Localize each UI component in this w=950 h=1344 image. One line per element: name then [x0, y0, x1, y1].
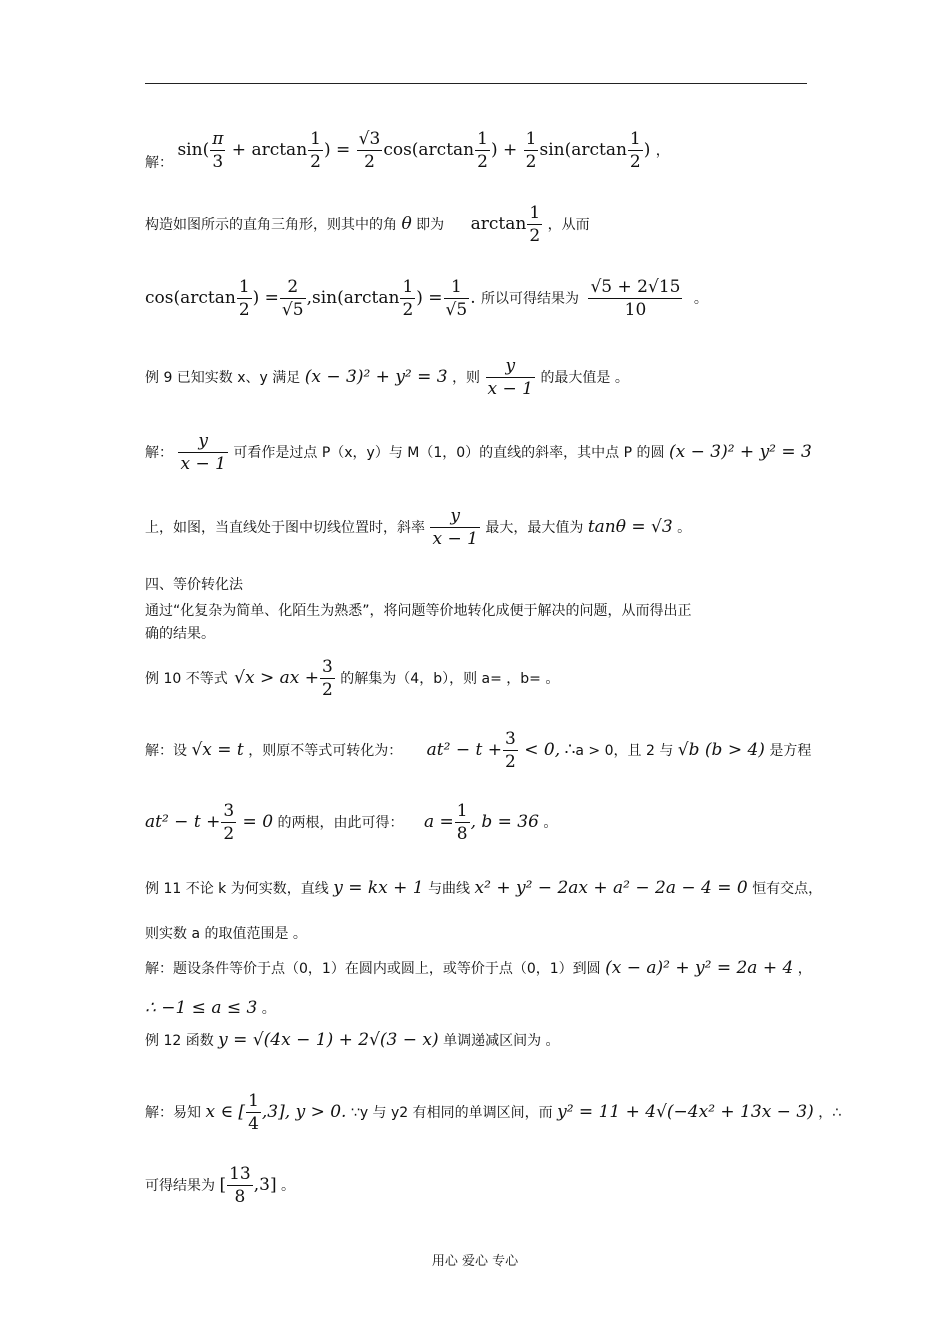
- example-11-line: 例 11 不论 k 为何实数，直线 y = kx + 1 与曲线 x² + y² − 2ax + a² − 2a − 4 = 0 恒有交点，: [145, 878, 823, 898]
- tangent-line: 上，如图，当直线处于图中切线位置时，斜率 $\frac{y}{x - 1}$ 最大，最大值为 tanθ = √3 。: [145, 506, 692, 549]
- result-fraction: $\frac{√5 + 2√15}{10}$: [590, 277, 681, 320]
- triangle-construction-line: 构造如图所示的直角三角形，则其中的角 θ 即为 arctan $\frac{1}{2}$ ，从而: [145, 203, 590, 246]
- ab-values: a = $\frac{1}{8}$ , b = 36: [423, 801, 539, 844]
- example-10-line: 例 10 不等式 √x > ax + $\frac{3}{2}$ 的解集为（4，b），则 a= ，b= 。: [145, 657, 560, 700]
- slope-fraction: $\frac{y}{x - 1}$: [180, 431, 226, 474]
- math-expression: cos(arctan $\frac{1}{2}$ ) = $\frac{2}{√5}$ ,sin(arctan $\frac{1}{2}$ ) = $\frac{1}{√5}$ .: [145, 277, 476, 320]
- y-squared-expression: y² = 11 + 4√(−4x² + 13x − 3): [557, 1102, 814, 1122]
- roots-line: at² − t + $\frac{3}{2}$ = 0 的两根，由此可得： a = $\frac{1}{8}$ , b = 36 。: [145, 801, 558, 844]
- paragraph-line: 通过“化复杂为简单、化陌生为熟悉”，将问题等价地转化成便于解决的问题，从而得出正: [145, 603, 692, 619]
- header-rule: [145, 83, 807, 84]
- tan-theta: tanθ = √3: [587, 517, 673, 537]
- example-12-line: 例 12 函数 y = √(4x − 1) + 2√(3 − x) 单调递减区间为 。: [145, 1030, 560, 1050]
- solution-12-line: 解：易知 x ∈ [ $\frac{1}{4}$ ,3], y > 0. ∵y 与 y2 有相同的单调区间，而 y² = 11 + 4√(−4x² + 13x − 3) ，∴: [145, 1091, 842, 1134]
- line-equation: y = kx + 1: [333, 878, 424, 898]
- cos-sin-values-line: cos(arctan $\frac{1}{2}$ ) = $\frac{2}{√5}$ ,sin(arctan $\frac{1}{2}$ ) = $\frac{1}{√5}$ . 所以可得结果为 $\frac{√5 + 2√15}{10}$ 。: [145, 277, 708, 320]
- slope-fraction: $\frac{y}{x - 1}$: [487, 356, 533, 399]
- solution-11-line: 解：题设条件等价于点（0，1）在圆内或圆上，或等价于点（0，1）到圆 (x − a)² + y² = 2a + 4 ，: [145, 958, 812, 978]
- circle-equation: (x − 3)² + y² = 3: [668, 442, 812, 462]
- solution-9-line: 解： $\frac{y}{x - 1}$ 可看作是过点 P（x，y）与 M（1，0）的直线的斜率，其中点 P 的圆 (x − 3)² + y² = 3: [145, 431, 812, 474]
- example-9-line: 例 9 已知实数 x、y 满足 (x − 3)² + y² = 3 ，则 $\frac{y}{x - 1}$ 的最大值是 。: [145, 356, 629, 399]
- function-expression: y = √(4x − 1) + 2√(3 − x): [218, 1030, 439, 1050]
- transformed-inequality: at² − t + $\frac{3}{2}$ < 0,: [426, 729, 561, 772]
- theta-symbol: θ: [401, 214, 412, 234]
- result-line: 可得结果为 [ $\frac{13}{8}$ ,3] 。: [145, 1164, 296, 1207]
- circle-equation: (x − a)² + y² = 2a + 4: [605, 958, 794, 978]
- solution-sin-line: 解： sin( $\frac{\pi}{3}$ + arctan $\frac{1}{2}$ ) = $\frac{√3}{2}$ cos(arctan $\frac{1}{2}$ ) + $\frac{1}{2}$ sin(arctan $\frac{1}{2}$ ) ，: [145, 129, 670, 172]
- page-footer: 用心 爱心 专心: [431, 1254, 519, 1269]
- result-interval: [ $\frac{13}{8}$ ,3]: [219, 1164, 277, 1207]
- solution-10-line: 解：设 √x = t ，则原不等式可转化为： at² − t + $\frac{3}{2}$ < 0, ∴a > 0，且 2 与 √b (b > 4) 是方程: [145, 729, 812, 772]
- example-11-question: 则实数 a 的取值范围是 。: [145, 926, 307, 942]
- math-expression: sin( $\frac{\pi}{3}$ + arctan $\frac{1}{2}$ ) = $\frac{√3}{2}$ cos(arctan $\frac{1}{2}$ ) + $\frac{1}{2}$ sin(arctan $\frac{1}{2}$ ): [177, 129, 651, 172]
- inequality: √x > ax + $\frac{3}{2}$: [234, 657, 333, 700]
- curve-equation: x² + y² − 2ax + a² − 2a − 4 = 0: [474, 878, 748, 898]
- domain-expression: x ∈ [ $\frac{1}{4}$ ,3], y > 0.: [205, 1091, 347, 1134]
- circle-equation: (x − 3)² + y² = 3: [304, 367, 448, 387]
- quadratic-equation: at² − t + $\frac{3}{2}$ = 0: [145, 801, 274, 844]
- arctan-half: arctan $\frac{1}{2}$: [470, 203, 541, 246]
- slope-fraction: $\frac{y}{x - 1}$: [432, 506, 478, 549]
- paragraph-line: 确的结果。: [145, 626, 215, 642]
- substitution: √x = t: [191, 740, 244, 760]
- section-heading: 四、等价转化法: [145, 577, 243, 593]
- range-expression: ∴ −1 ≤ a ≤ 3: [145, 998, 258, 1018]
- range-line: ∴ −1 ≤ a ≤ 3 。: [145, 998, 276, 1018]
